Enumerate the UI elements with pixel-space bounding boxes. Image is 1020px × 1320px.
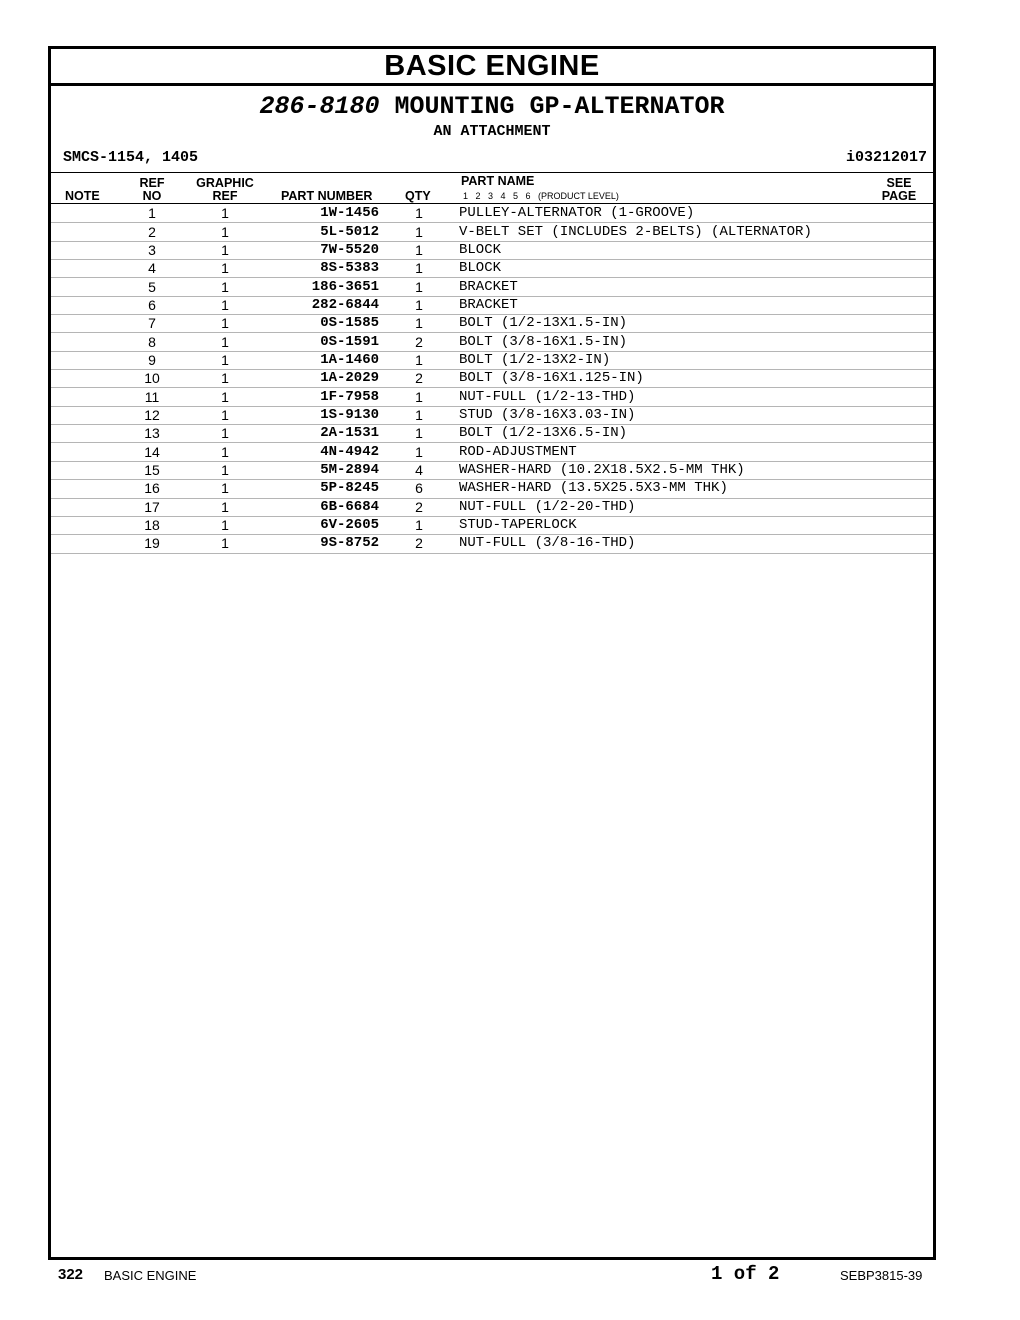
part-name-cell: V-BELT SET (INCLUDES 2-BELTS) (ALTERNATOR): [459, 223, 889, 241]
qty-cell: 1: [379, 241, 459, 259]
qty-cell: 6: [379, 480, 459, 498]
note-cell: [51, 443, 117, 461]
table-row: [51, 535, 933, 553]
graphic-ref-cell: 1: [187, 296, 263, 314]
header-bottom-rule: [51, 203, 933, 204]
part-number-cell: 6V-2605: [263, 516, 379, 534]
see-page-cell: [889, 278, 933, 296]
table-row: [51, 480, 933, 498]
group-subtitle: AN ATTACHMENT: [433, 123, 551, 140]
note-cell: [51, 315, 117, 333]
col-qty: QTY: [405, 189, 431, 203]
ref-no-cell: 18: [117, 516, 187, 534]
qty-cell: 1: [379, 315, 459, 333]
graphic-ref-cell: 1: [187, 370, 263, 388]
part-name-cell: WASHER-HARD (13.5X25.5X3-MM THK): [459, 480, 889, 498]
table-row: [51, 498, 933, 516]
part-name-cell: BLOCK: [459, 260, 889, 278]
note-cell: [51, 223, 117, 241]
note-cell: [51, 260, 117, 278]
see-page-cell: [889, 461, 933, 479]
ref-no-cell: 19: [117, 535, 187, 553]
graphic-ref-cell: 1: [187, 351, 263, 369]
part-number-cell: 2A-1531: [263, 425, 379, 443]
table-row: [51, 443, 933, 461]
see-page-cell: [889, 443, 933, 461]
see-page-cell: [889, 406, 933, 424]
ref-no-cell: 8: [117, 333, 187, 351]
graphic-ref-cell: 1: [187, 498, 263, 516]
ref-no-cell: 5: [117, 278, 187, 296]
table-row: [51, 296, 933, 314]
part-number-cell: 186-3651: [263, 278, 379, 296]
part-name-cell: BRACKET: [459, 296, 889, 314]
col-part-name: PART NAME: [461, 174, 535, 188]
table-row: [51, 461, 933, 479]
qty-cell: 2: [379, 498, 459, 516]
graphic-ref-cell: 1: [187, 278, 263, 296]
part-number-cell: 1S-9130: [263, 406, 379, 424]
part-number-cell: 5M-2894: [263, 461, 379, 479]
part-number-cell: 1F-7958: [263, 388, 379, 406]
smcs-code: SMCS-1154, 1405: [63, 149, 199, 166]
see-page-cell: [889, 425, 933, 443]
graphic-ref-cell: 1: [187, 480, 263, 498]
part-number-cell: 7W-5520: [263, 241, 379, 259]
see-page-cell: [889, 315, 933, 333]
table-row: [51, 388, 933, 406]
part-name-cell: STUD-TAPERLOCK: [459, 516, 889, 534]
ref-no-cell: 13: [117, 425, 187, 443]
part-name-cell: NUT-FULL (1/2-13-THD): [459, 388, 889, 406]
footer-document-number: SEBP3815-39: [840, 1268, 923, 1283]
qty-cell: 1: [379, 260, 459, 278]
ref-no-cell: 12: [117, 406, 187, 424]
see-page-cell: [889, 516, 933, 534]
ref-no-cell: 16: [117, 480, 187, 498]
part-name-cell: BRACKET: [459, 278, 889, 296]
note-cell: [51, 480, 117, 498]
part-number-cell: 282-6844: [263, 296, 379, 314]
illustration-id: i03212017: [845, 149, 927, 166]
note-cell: [51, 333, 117, 351]
col-product-levels: 1 2 3 4 5 6 (PRODUCT LEVEL): [463, 191, 619, 201]
graphic-ref-cell: 1: [187, 461, 263, 479]
col-see-bottom: PAGE: [881, 189, 917, 203]
part-name-cell: BOLT (1/2-13X6.5-IN): [459, 425, 889, 443]
ref-no-cell: 4: [117, 260, 187, 278]
footer-page-number: 322: [58, 1266, 84, 1283]
ref-no-cell: 6: [117, 296, 187, 314]
part-name-cell: BOLT (3/8-16X1.125-IN): [459, 370, 889, 388]
group-title: [51, 93, 933, 121]
part-number-cell: 1A-1460: [263, 351, 379, 369]
ref-no-cell: 9: [117, 351, 187, 369]
part-name-cell: NUT-FULL (3/8-16-THD): [459, 535, 889, 553]
part-name-cell: BOLT (3/8-16X1.5-IN): [459, 333, 889, 351]
col-note: NOTE: [65, 189, 100, 203]
table-row: [51, 351, 933, 369]
see-page-cell: [889, 535, 933, 553]
qty-cell: 1: [379, 443, 459, 461]
header-top-rule: [51, 172, 933, 173]
table-row: [51, 205, 933, 223]
part-name-cell: NUT-FULL (1/2-20-THD): [459, 498, 889, 516]
graphic-ref-cell: 1: [187, 333, 263, 351]
part-name-cell: ROD-ADJUSTMENT: [459, 443, 889, 461]
note-cell: [51, 241, 117, 259]
see-page-cell: [889, 388, 933, 406]
part-name-cell: BOLT (1/2-13X1.5-IN): [459, 315, 889, 333]
see-page-cell: [889, 223, 933, 241]
ref-no-cell: 1: [117, 205, 187, 223]
group-name: MOUNTING GP-ALTERNATOR: [394, 92, 725, 121]
see-page-cell: [889, 480, 933, 498]
note-cell: [51, 205, 117, 223]
qty-cell: 1: [379, 205, 459, 223]
graphic-ref-cell: 1: [187, 425, 263, 443]
part-number-cell: 1A-2029: [263, 370, 379, 388]
section-title: BASIC ENGINE: [51, 49, 933, 86]
page-frame: [48, 46, 936, 1260]
col-graphic-bottom: REF: [212, 189, 238, 203]
graphic-ref-cell: 1: [187, 443, 263, 461]
ref-no-cell: 7: [117, 315, 187, 333]
note-cell: [51, 406, 117, 424]
qty-cell: 1: [379, 296, 459, 314]
part-name-cell: STUD (3/8-16X3.03-IN): [459, 406, 889, 424]
table-row: [51, 278, 933, 296]
see-page-cell: [889, 370, 933, 388]
qty-cell: 1: [379, 278, 459, 296]
graphic-ref-cell: 1: [187, 223, 263, 241]
see-page-cell: [889, 296, 933, 314]
note-cell: [51, 498, 117, 516]
part-number-cell: 9S-8752: [263, 535, 379, 553]
table-row: [51, 516, 933, 534]
qty-cell: 1: [379, 223, 459, 241]
see-page-cell: [889, 351, 933, 369]
qty-cell: 2: [379, 535, 459, 553]
part-number-cell: 0S-1585: [263, 315, 379, 333]
note-cell: [51, 425, 117, 443]
qty-cell: 1: [379, 388, 459, 406]
see-page-cell: [889, 333, 933, 351]
qty-cell: 2: [379, 333, 459, 351]
parts-table-body: [51, 205, 933, 553]
qty-cell: 2: [379, 370, 459, 388]
qty-cell: 1: [379, 516, 459, 534]
note-cell: [51, 278, 117, 296]
qty-cell: 1: [379, 406, 459, 424]
part-name-cell: WASHER-HARD (10.2X18.5X2.5-MM THK): [459, 461, 889, 479]
col-ref-top: REF: [139, 176, 165, 190]
col-ref-bottom: NO: [142, 189, 162, 203]
graphic-ref-cell: 1: [187, 241, 263, 259]
parts-table: [51, 205, 933, 554]
table-row: [51, 406, 933, 424]
note-cell: [51, 535, 117, 553]
table-row: [51, 425, 933, 443]
table-row: [51, 241, 933, 259]
part-number-cell: 6B-6684: [263, 498, 379, 516]
note-cell: [51, 461, 117, 479]
graphic-ref-cell: 1: [187, 406, 263, 424]
part-number-cell: 5L-5012: [263, 223, 379, 241]
ref-no-cell: 17: [117, 498, 187, 516]
note-cell: [51, 370, 117, 388]
table-row: [51, 333, 933, 351]
qty-cell: 1: [379, 425, 459, 443]
col-see-top: SEE: [886, 176, 912, 190]
part-number-cell: 0S-1591: [263, 333, 379, 351]
group-number: 286-8180: [259, 92, 380, 121]
ref-no-cell: 3: [117, 241, 187, 259]
table-row: [51, 223, 933, 241]
part-number-cell: 8S-5383: [263, 260, 379, 278]
graphic-ref-cell: 1: [187, 315, 263, 333]
ref-no-cell: 11: [117, 388, 187, 406]
part-name-cell: BOLT (1/2-13X2-IN): [459, 351, 889, 369]
see-page-cell: [889, 498, 933, 516]
graphic-ref-cell: 1: [187, 260, 263, 278]
footer-section: BASIC ENGINE: [104, 1268, 197, 1283]
see-page-cell: [889, 205, 933, 223]
qty-cell: 1: [379, 351, 459, 369]
part-name-cell: PULLEY-ALTERNATOR (1-GROOVE): [459, 205, 889, 223]
ref-no-cell: 2: [117, 223, 187, 241]
note-cell: [51, 351, 117, 369]
part-number-cell: 5P-8245: [263, 480, 379, 498]
qty-cell: 4: [379, 461, 459, 479]
footer-sheet-count: 1 of 2: [711, 1263, 780, 1285]
see-page-cell: [889, 241, 933, 259]
table-row: [51, 315, 933, 333]
note-cell: [51, 296, 117, 314]
part-number-cell: 4N-4942: [263, 443, 379, 461]
table-row: [51, 370, 933, 388]
part-name-cell: BLOCK: [459, 241, 889, 259]
graphic-ref-cell: 1: [187, 205, 263, 223]
part-number-cell: 1W-1456: [263, 205, 379, 223]
graphic-ref-cell: 1: [187, 516, 263, 534]
see-page-cell: [889, 260, 933, 278]
graphic-ref-cell: 1: [187, 388, 263, 406]
ref-no-cell: 14: [117, 443, 187, 461]
col-graphic-top: GRAPHIC: [196, 176, 254, 190]
col-part-number: PART NUMBER: [281, 189, 373, 203]
note-cell: [51, 388, 117, 406]
graphic-ref-cell: 1: [187, 535, 263, 553]
ref-no-cell: 10: [117, 370, 187, 388]
table-row: [51, 260, 933, 278]
ref-no-cell: 15: [117, 461, 187, 479]
note-cell: [51, 516, 117, 534]
